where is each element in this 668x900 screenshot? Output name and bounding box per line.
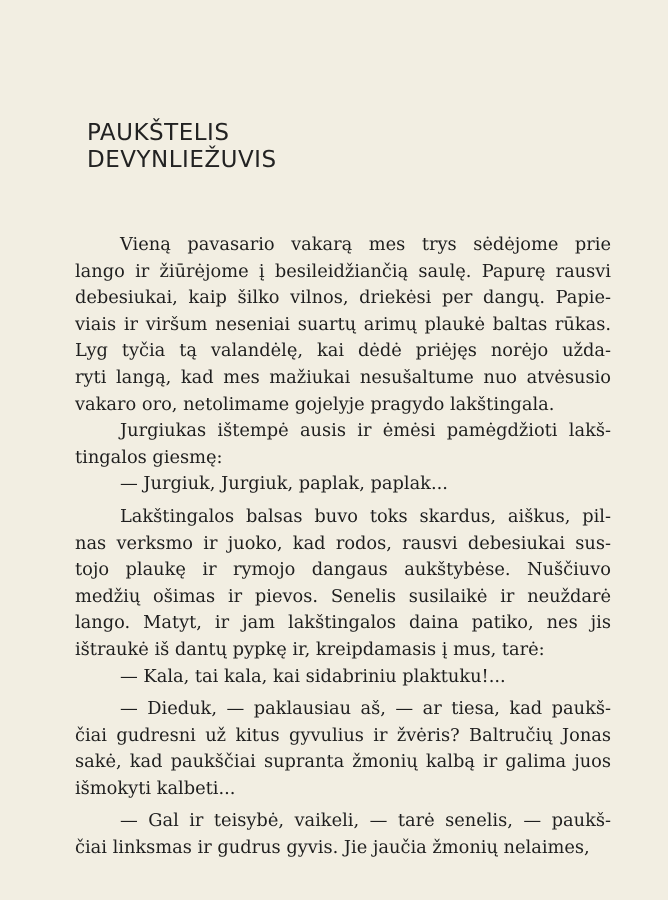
chapter-title [87,120,277,174]
paragraph [75,808,611,861]
text-line: ištraukė iš dantų pypkę ir, kreipdamasis į mus, tarė: [75,638,545,660]
text-line: Lakštingalos balsas buvo toks skardus, aiškus, pil- [120,505,611,527]
text-line: lango ir žiūrėjome į besileidžiančią saulę. Papurę rausvi [75,260,611,282]
text-line: tingalos giesmę: [75,446,223,468]
text-line: vakaro oro, netolimame gojelyje pragydo lakštingala. [75,393,555,415]
chapter-body [75,232,611,862]
text-line: lango. Matyt, ir jam lakštingalos daina patiko, nes jis [75,612,611,634]
chapter-title-line-1: PAUKŠTELIS [87,120,230,146]
paragraph [75,504,611,664]
paragraph [75,418,611,471]
text-line: čiai gudresni už kitus gyvulius ir žvėris? Baltručių Jonas [75,724,611,746]
text-line: — Dieduk, — paklausiau aš, — ar tiesa, kad paukš- [120,698,611,720]
text-line: — Kala, tai kala, kai sidabriniu plaktuku!... [120,665,506,687]
text-line: tojo plaukę ir rymojo dangaus aukštybėse. Nuščiuvo [75,559,611,581]
text-line: sakė, kad paukščiai supranta žmonių kalbą ir galima juos [75,751,611,773]
text-line: — Gal ir teisybė, vaikeli, — tarė senelis, — paukš- [120,810,611,832]
text-line: Lyg tyčia tą valandėlę, kai dėdė priėjęs norėjo užda- [75,340,611,362]
text-line: medžių ošimas ir pievos. Senelis susilaikė ir neuždarė [75,585,611,607]
chapter-title-line-2: DEVYNLIEŽUVIS [87,147,277,173]
text-line: nas verksmo ir juoko, kad rodos, rausvi debesiukai sus- [75,532,611,554]
text-line: — Jurgiuk, Jurgiuk, paplak, paplak... [120,473,448,495]
text-line: čiai linksmas ir gudrus gyvis. Jie jaučia žmonių nelaimes, [75,837,590,859]
paragraph [75,471,611,498]
text-line: debesiukai, kaip šilko vilnos, driekėsi per dangų. Papie- [75,287,611,309]
paragraph [75,696,611,802]
paragraph [75,664,611,691]
text-line: Vieną pavasario vakarą mes trys sėdėjome prie [120,234,611,255]
text-line: ryti langą, kad mes mažiukai nesušaltume nuo atvėsusio [75,366,611,388]
text-line: viais ir viršum neseniai suartų arimų plaukė baltas rūkas. [75,313,611,335]
text-line: Jurgiukas ištempė ausis ir ėmėsi pamėgdžioti lakš- [120,420,611,442]
paragraph [75,232,611,418]
text-line: išmokyti kalbeti... [75,777,236,799]
